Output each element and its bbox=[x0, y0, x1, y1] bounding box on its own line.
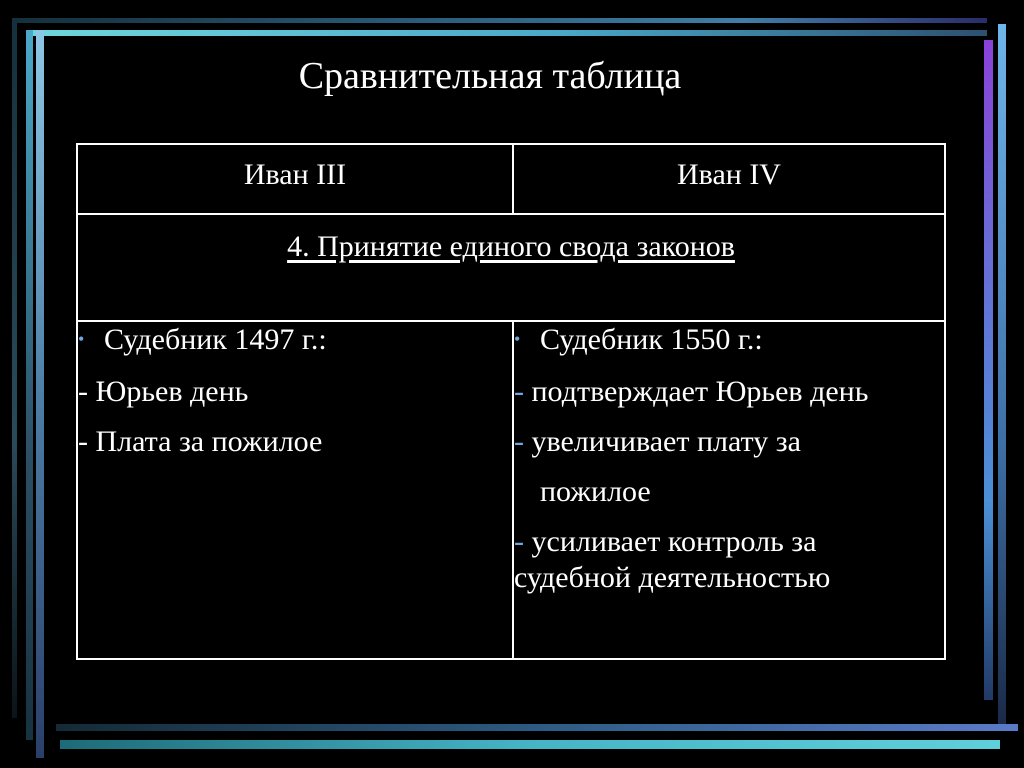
decorative-bar-right-violet bbox=[984, 40, 993, 700]
list-item bbox=[514, 374, 944, 410]
decorative-bar-right-blue bbox=[998, 24, 1006, 724]
list-item: - Юрьев день bbox=[78, 375, 249, 409]
decorative-bar-bottom-blue bbox=[56, 724, 1018, 731]
list-item-text: судебной деятельностью bbox=[514, 561, 831, 595]
dash-marker: - bbox=[514, 425, 524, 459]
table-body-row bbox=[77, 321, 945, 659]
ivan4-bullet-text: Судебник 1550 г.: bbox=[540, 323, 763, 356]
body-cell-ivan4 bbox=[513, 321, 945, 659]
list-item bbox=[514, 560, 944, 596]
decorative-bar-top-dark bbox=[12, 18, 987, 23]
decorative-bar-bottom-cyan bbox=[60, 740, 1000, 749]
decorative-bar-left-inner bbox=[36, 30, 44, 758]
bullet-icon: • bbox=[78, 329, 85, 350]
list-item bbox=[514, 474, 944, 510]
bullet-icon: • bbox=[514, 329, 521, 350]
list-item bbox=[514, 424, 944, 460]
header-cell-ivan3 bbox=[77, 144, 513, 214]
list-item-text: усиливает контроль за bbox=[524, 525, 817, 559]
dash-marker: - bbox=[514, 525, 524, 559]
slide-title: Сравнительная таблица bbox=[298, 55, 682, 97]
list-item bbox=[514, 524, 944, 560]
section-heading: 4. Принятие единого свода законов bbox=[287, 230, 735, 263]
header-cell-ivan4 bbox=[513, 144, 945, 214]
decorative-bar-left-outer bbox=[12, 18, 17, 718]
list-item-text: пожилое bbox=[540, 475, 651, 509]
table-header-row bbox=[77, 144, 945, 214]
table-section-row bbox=[77, 214, 945, 321]
decorative-bar-left-middle bbox=[26, 30, 33, 740]
body-cell-ivan3 bbox=[77, 321, 513, 659]
decorative-bar-top-cyan bbox=[32, 30, 987, 36]
list-item bbox=[78, 322, 512, 360]
dash-marker: - bbox=[514, 375, 524, 409]
list-item bbox=[514, 322, 944, 360]
header-ivan3-label: Иван III bbox=[243, 158, 347, 191]
section-heading-cell bbox=[77, 214, 945, 321]
header-ivan4-label: Иван IV bbox=[677, 158, 781, 191]
ivan3-bullet-text: Судебник 1497 г.: bbox=[104, 323, 327, 356]
list-item: - Плата за пожилое bbox=[78, 425, 323, 459]
comparison-table bbox=[76, 143, 946, 660]
list-item-text: подтверждает Юрьев день bbox=[524, 375, 869, 409]
list-item-text: увеличивает плату за bbox=[524, 425, 801, 459]
